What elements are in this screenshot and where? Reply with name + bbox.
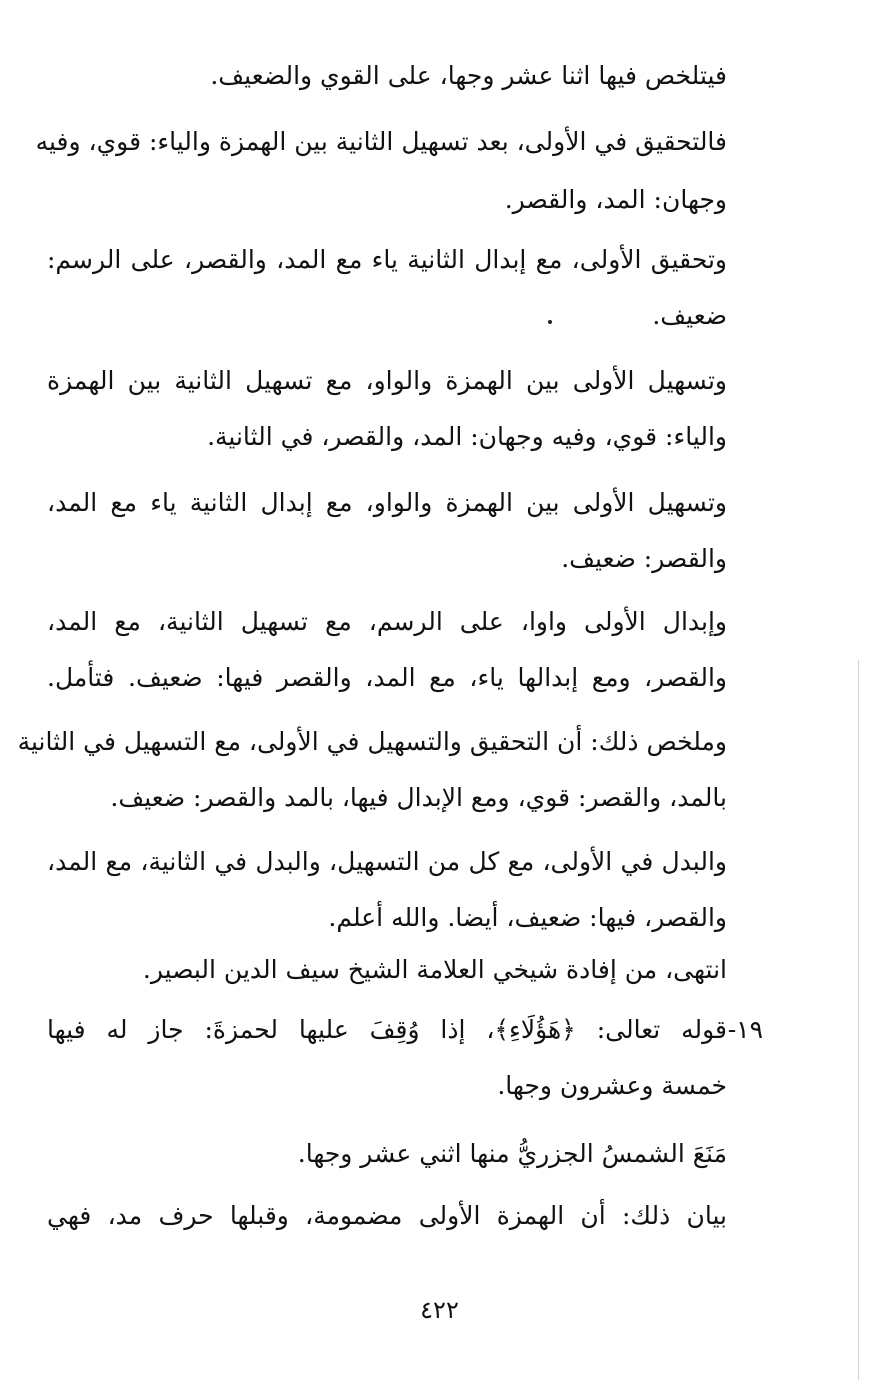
page-edge [858,660,859,1380]
text-line: وتسهيل الأولى بين الهمزة والواو، مع إبدال الثانية ياء مع المد، [47,488,727,517]
text-line: والقصر، فيها: ضعيف، أيضا. والله أعلم. [328,903,727,932]
text-line: فالتحقيق في الأولى، بعد تسهيل الثانية بين الهمزة والياء: قوي، وفيه [35,127,727,156]
item-number: ١٩- [727,1015,763,1044]
text-line: والقصر: ضعيف. [561,544,727,573]
text-line: انتهى، من إفادة شيخي العلامة الشيخ سيف الدين البصير. [142,955,727,984]
stray-dot [548,320,552,324]
text-line: والقصر، ومع إبدالها ياء، مع المد، والقصر فيها: ضعيف. فتأمل. [47,663,727,692]
text-line: خمسة وعشرون وجها. [497,1071,727,1100]
text-line: وإبدال الأولى واوا، على الرسم، مع تسهيل الثانية، مع المد، [47,607,727,636]
text-line: قوله تعالى: ﴿هَؤُلَاءِ﴾، إذا وُقِفَ عليها لحمزةَ: جاز له فيها [47,1015,727,1044]
text-line: مَنَعَ الشمسُ الجزريُّ منها اثني عشر وجها. [297,1139,727,1168]
text-line: بيان ذلك: أن الهمزة الأولى مضمومة، وقبلها حرف مد، فهي [47,1201,727,1230]
text-line: فيتلخص فيها اثنا عشر وجها، على القوي والضعيف. [210,61,727,90]
text-line: والياء: قوي، وفيه وجهان: المد، والقصر، في الثانية. [207,422,727,451]
text-line: وملخص ذلك: أن التحقيق والتسهيل في الأولى، مع التسهيل في الثانية [17,727,727,756]
text-line: وتسهيل الأولى بين الهمزة والواو، مع تسهيل الثانية بين الهمزة [47,366,727,395]
text-line: وجهان: المد، والقصر. [504,185,727,214]
text-line: وتحقيق الأولى، مع إبدال الثانية ياء مع المد، والقصر، على الرسم: [47,245,727,274]
text-line: ضعيف. [652,301,727,330]
text-line: والبدل في الأولى، مع كل من التسهيل، والبدل في الثانية، مع المد، [47,847,727,876]
text-line: بالمد، والقصر: قوي، ومع الإبدال فيها، بالمد والقصر: ضعيف. [110,783,727,812]
page-number: ٤٢٢ [420,1296,459,1324]
